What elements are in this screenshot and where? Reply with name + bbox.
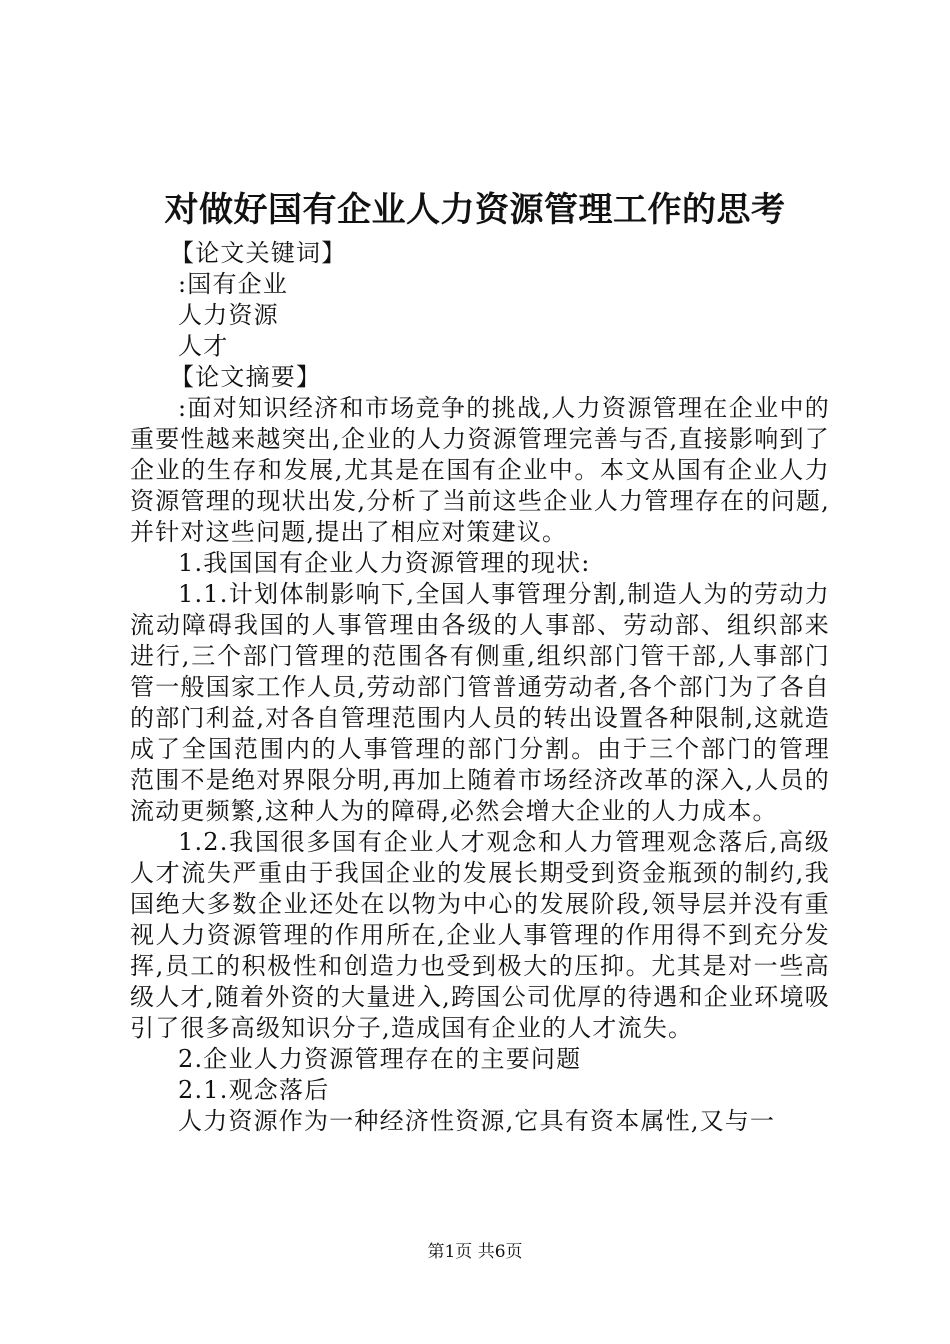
- abstract-paragraph: :面对知识经济和市场竞争的挑战,人力资源管理在企业中的重要性越来越突出,企业的人力资源管理完善与否,直接影响到了企业的生存和发展,尤其是在国有企业中。本文从国有企业人力资源管理的现状出发,分析了当前这些企业人力管理存在的问题,并针对这些问题,提出了相应对策建议。: [130, 394, 830, 546]
- document-body: [130, 238, 830, 1137]
- keyword-item: :国有企业: [178, 270, 289, 298]
- body-paragraph: 1.2.我国很多国有企业人才观念和人力管理观念落后,高级人才流失严重由于我国企业的发展长期受到资金瓶颈的制约,我国绝大多数企业还处在以物为中心的发展阶段,领导层并没有重视人力资源管理的作用所在,企业人事管理的作用得不到充分发挥,员工的积极性和创造力也受到极大的压抑。尤其是对一些高级人才,随着外资的大量进入,跨国公司优厚的待遇和企业环境吸引了很多高级知识分子,造成国有企业的人才流失。: [130, 828, 830, 1042]
- abstract-heading: 【论文摘要】: [170, 363, 322, 391]
- section-heading: 1.我国国有企业人力资源管理的现状:: [178, 549, 591, 577]
- keywords-heading: 【论文关键词】: [170, 239, 347, 267]
- keyword-item: 人才: [178, 332, 229, 360]
- body-paragraph: 人力资源作为一种经济性资源,它具有资本属性,又与一: [178, 1107, 776, 1135]
- subsection-heading: 2.1.观念落后: [178, 1076, 330, 1104]
- page-footer: 第1页 共6页: [427, 1242, 523, 1262]
- page-title: 对做好国有企业人力资源管理工作的思考: [164, 190, 786, 230]
- keyword-item: 人力资源: [178, 301, 279, 329]
- body-paragraph: 1.1.计划体制影响下,全国人事管理分割,制造人为的劳动力流动障碍我国的人事管理由各级的人事部、劳动部、组织部来进行,三个部门管理的范围各有侧重,组织部门管干部,人事部门管一般国家工作人员,劳动部门管普通劳动者,各个部门为了各自的部门利益,对各自管理范围内人员的转出设置各种限制,这就造成了全国范围内的人事管理的部门分割。由于三个部门的管理范围不是绝对界限分明,再加上随着市场经济改革的深入,人员的流动更频繁,这种人为的障碍,必然会增大企业的人力成本。: [130, 580, 830, 825]
- section-heading: 2.企业人力资源管理存在的主要问题: [178, 1045, 582, 1073]
